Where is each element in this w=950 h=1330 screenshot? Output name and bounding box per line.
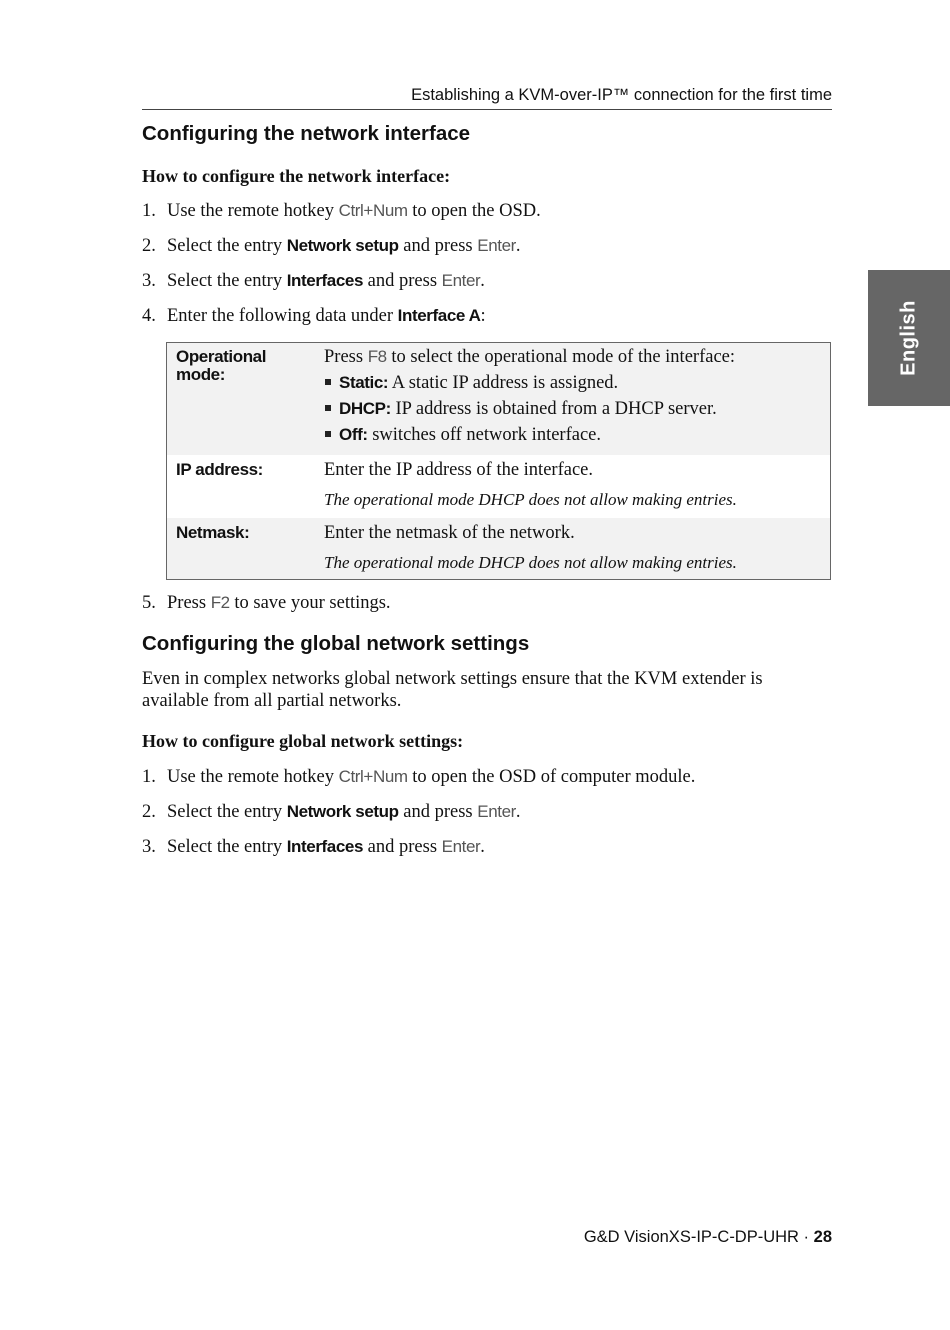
table-cell	[324, 346, 824, 446]
cell-text: Enter the IP address of the interface.	[324, 460, 593, 480]
hotkey: Enter	[441, 271, 481, 290]
howto-network-interface: How to configure the network interface:	[142, 166, 451, 186]
step-text: Press	[167, 593, 211, 613]
hotkey: Enter	[477, 236, 516, 255]
running-header: Establishing a KVM-over-IP™ connection for the first time	[142, 86, 832, 110]
step-item	[142, 235, 842, 257]
step-text: and press	[363, 837, 442, 857]
step-number: 5.	[142, 593, 156, 613]
step-text: Select the entry	[167, 236, 287, 256]
step-text: .	[480, 837, 485, 857]
settings-table	[166, 342, 831, 580]
step-number: 2.	[142, 802, 156, 822]
menu-entry: Interfaces	[286, 837, 364, 856]
step-text: .	[480, 271, 485, 291]
hotkey: Enter	[477, 802, 516, 821]
table-cell	[324, 522, 824, 574]
step-item	[142, 305, 842, 327]
step-text: Use the remote hotkey	[167, 201, 339, 221]
option-name: Static:	[339, 373, 389, 392]
hotkey: Ctrl+Num	[338, 201, 408, 220]
step-text: and press	[363, 271, 442, 291]
option-desc: switches off network interface.	[367, 425, 602, 445]
cell-text: to select the operational mode of the interface:	[386, 347, 736, 367]
step-text: to open the OSD.	[407, 201, 541, 221]
bullet-icon	[325, 405, 331, 411]
howto-global-settings: How to configure global network settings:	[142, 731, 464, 751]
menu-entry: Interface A	[397, 306, 481, 325]
bullet-icon	[325, 431, 331, 437]
section-title-network-interface: Configuring the network interface	[142, 122, 471, 145]
step-number: 4.	[142, 306, 156, 326]
step-number: 1.	[142, 201, 156, 221]
option-desc: IP address is obtained from a DHCP server.	[390, 399, 717, 419]
bullet-icon	[325, 379, 331, 385]
language-tab-label: English	[897, 300, 920, 376]
cell-note: The operational mode DHCP does not allow making entries.	[324, 490, 737, 509]
section-title-global-settings: Configuring the global network settings	[142, 632, 530, 655]
page-footer	[142, 1228, 832, 1247]
step-item	[142, 766, 842, 788]
hotkey: F2	[210, 593, 230, 612]
step-text: and press	[398, 802, 478, 822]
step-text: Select the entry	[167, 837, 287, 857]
cell-text: Enter the netmask of the network.	[324, 523, 575, 543]
step-item	[142, 270, 842, 292]
hotkey: F8	[367, 347, 387, 366]
step-text: Use the remote hotkey	[167, 767, 339, 787]
page-number: 28	[813, 1228, 832, 1246]
step-text: Select the entry	[167, 802, 287, 822]
step-number: 1.	[142, 767, 156, 787]
list-item	[324, 398, 824, 420]
step-number: 3.	[142, 837, 156, 857]
menu-entry: Network setup	[286, 802, 399, 821]
step-text: .	[515, 802, 521, 822]
step-text: Select the entry	[167, 271, 287, 291]
step-text: Enter the following data under	[167, 306, 398, 326]
cell-text: Press	[324, 347, 368, 367]
hotkey: Ctrl+Num	[338, 767, 408, 786]
step-number: 2.	[142, 236, 156, 256]
footer-product: G&D VisionXS-IP-C-DP-UHR ·	[583, 1228, 814, 1246]
menu-entry: Network setup	[286, 236, 399, 255]
step-item	[142, 200, 842, 222]
table-row-operational-mode	[167, 343, 830, 455]
step-text: to open the OSD of computer module.	[407, 767, 696, 787]
table-cell	[324, 459, 824, 511]
table-row-ip-address	[167, 455, 830, 518]
step-number: 3.	[142, 271, 156, 291]
intro-paragraph: Even in complex networks global network settings ensure that the KVM extender is available from all partial networks.	[142, 669, 763, 711]
language-tab	[868, 270, 950, 406]
list-item	[324, 424, 824, 446]
hotkey: Enter	[441, 837, 481, 856]
step-text: .	[515, 236, 521, 256]
step-text: :	[480, 306, 486, 326]
step-text: and press	[398, 236, 478, 256]
table-row-netmask	[167, 518, 830, 579]
step-text: to save your settings.	[229, 593, 391, 613]
option-name: DHCP:	[339, 399, 391, 418]
option-desc: A static IP address is assigned.	[388, 373, 619, 393]
table-label: IP address:	[176, 460, 263, 479]
cell-note: The operational mode DHCP does not allow making entries.	[324, 553, 737, 572]
step-item	[142, 801, 842, 823]
step-item	[142, 592, 842, 614]
table-label: Operational mode:	[176, 347, 267, 384]
table-label: Netmask:	[176, 523, 250, 542]
list-item	[324, 372, 824, 394]
step-item	[142, 836, 842, 858]
option-name: Off:	[339, 425, 368, 444]
menu-entry: Interfaces	[286, 271, 364, 290]
